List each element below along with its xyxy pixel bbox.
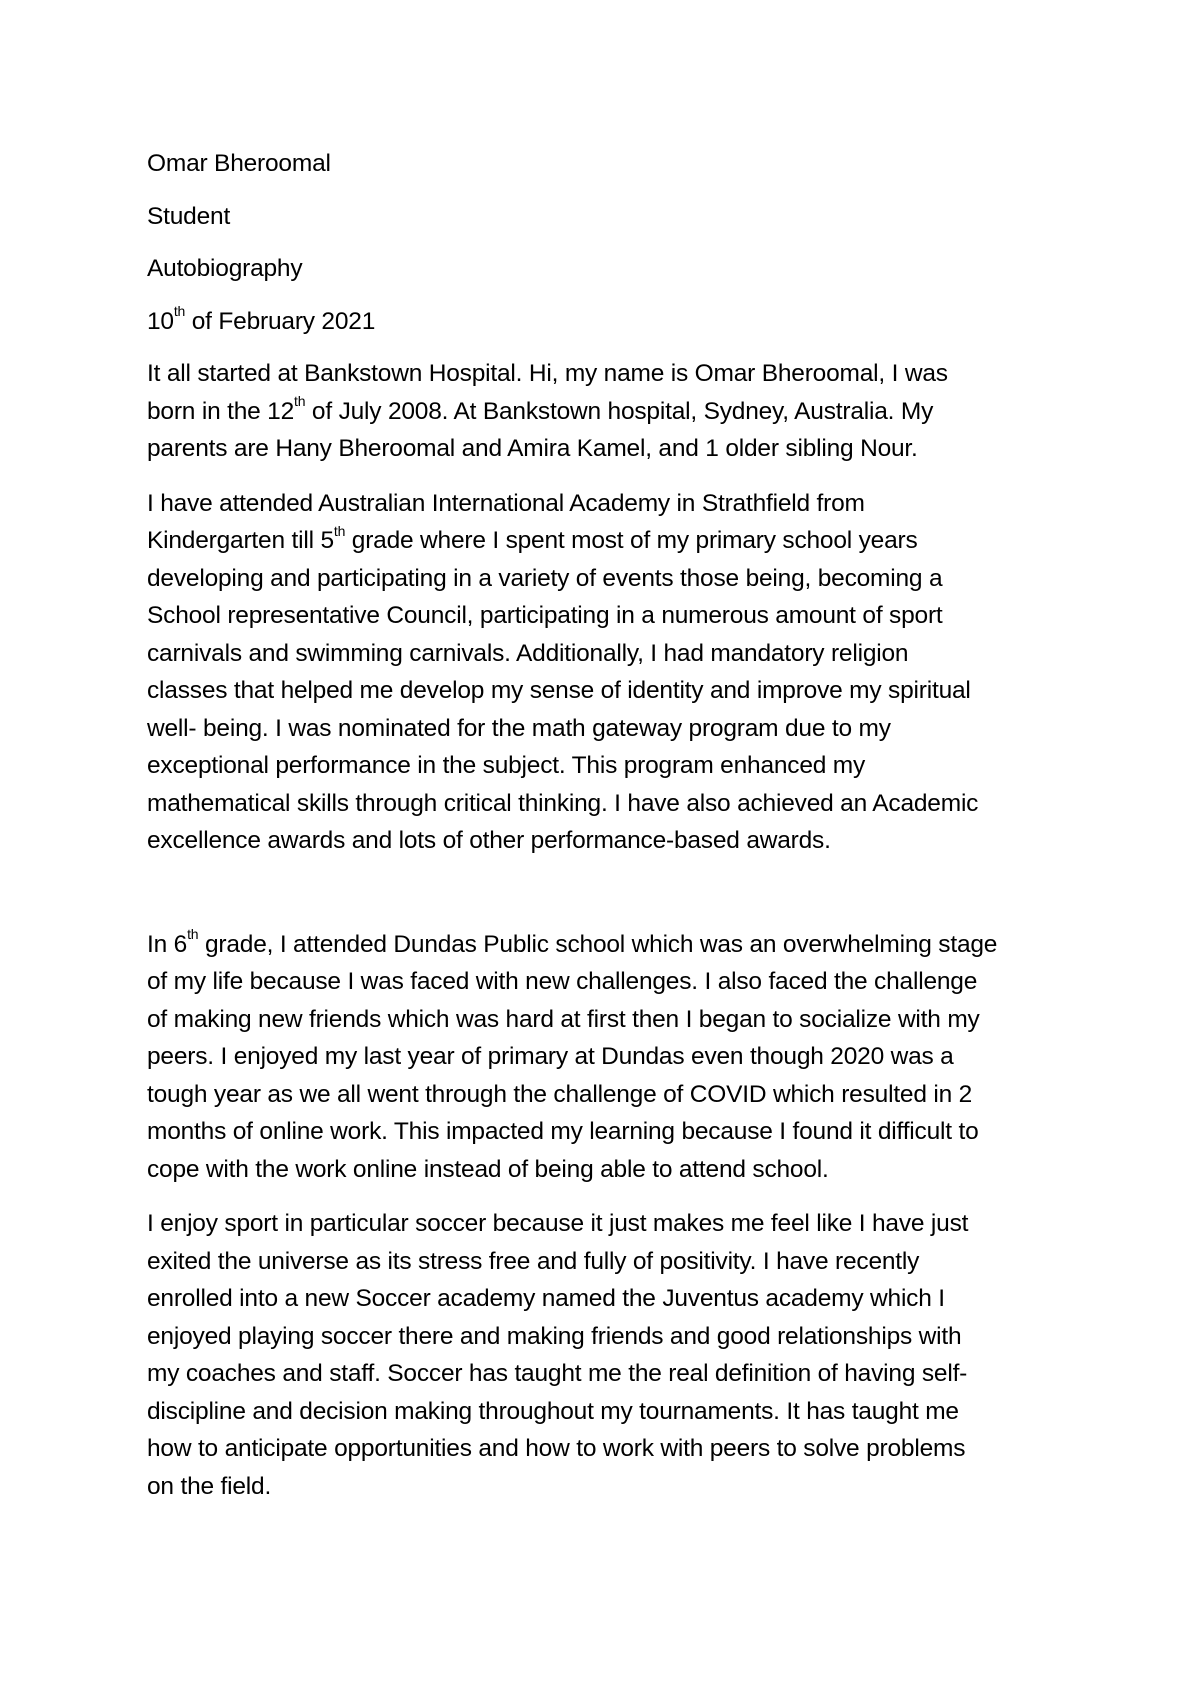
paragraph-line: carnivals and swimming carnivals. Additionally, I had mandatory religion: [147, 639, 909, 667]
paragraph-line: [147, 522, 1067, 560]
date-day: 10: [147, 307, 174, 335]
paragraph-soccer: [147, 1205, 1067, 1505]
paragraph-birth: [147, 355, 1067, 468]
paragraph-line: It all started at Bankstown Hospital. Hi, my name is Omar Bheroomal, I was: [147, 360, 948, 387]
line-segment: grade, I attended Dundas Public school which was an overwhelming stage: [198, 930, 998, 958]
paragraph-line: School representative Council, participating in a numerous amount of sport: [147, 602, 943, 629]
paragraph-line: cope with the work online instead of being able to attend school.: [147, 1155, 829, 1183]
paragraph-line: well- being. I was nominated for the math gateway program due to my: [147, 714, 891, 742]
paragraph-line: developing and participating in a variety of events those being, becoming a: [147, 564, 943, 592]
ordinal-suffix: th: [333, 522, 346, 539]
document-title: [147, 250, 1067, 288]
document-date: [147, 303, 1067, 341]
author-name: [147, 145, 1067, 183]
line-segment: of July 2008. At Bankstown hospital, Sydney, Australia. My: [305, 397, 934, 425]
paragraph-primary-school: [147, 485, 1067, 860]
paragraph-dundas: [147, 926, 1067, 1189]
paragraph-line: how to anticipate opportunities and how to work with peers to solve problems: [147, 1435, 966, 1462]
paragraph-line: excellence awards and lots of other performance-based awards.: [147, 827, 831, 854]
paragraph-line: peers. I enjoyed my last year of primary at Dundas even though 2020 was a: [147, 1043, 954, 1070]
paragraph-line: [147, 926, 1067, 964]
paragraph-line: months of online work. This impacted my learning because I found it difficult to: [147, 1118, 979, 1145]
paragraph-line: tough year as we all went through the challenge of COVID which resulted in 2: [147, 1080, 973, 1108]
author-name-text: Omar Bheroomal: [147, 150, 331, 177]
paragraph-line: classes that helped me develop my sense of identity and improve my spiritual: [147, 677, 971, 704]
line-segment: grade where I spent most of my primary school years: [345, 527, 918, 554]
paragraph-line: I have attended Australian International Academy in Strathfield from: [147, 489, 865, 517]
paragraph-line: parents are Hany Bheroomal and Amira Kamel, and 1 older sibling Nour.: [147, 435, 918, 462]
paragraph-line: of making new friends which was hard at first then I began to socialize with my: [147, 1005, 980, 1033]
paragraph-line: mathematical skills through critical thinking. I have also achieved an Academic: [147, 789, 979, 817]
paragraph-line: of my life because I was faced with new challenges. I also faced the challenge: [147, 968, 978, 995]
paragraph-line: on the field.: [147, 1472, 272, 1500]
paragraph-line: discipline and decision making throughout my tournaments. It has taught me: [147, 1397, 959, 1425]
ordinal-suffix: th: [294, 393, 306, 410]
line-segment: born in the 12: [147, 397, 295, 425]
author-role-text: Student: [147, 202, 231, 230]
date-suffix: th: [173, 303, 186, 320]
paragraph-line: enjoyed playing soccer there and making friends and good relationships with: [147, 1322, 962, 1350]
paragraph-line: exited the universe as its stress free and fully of positivity. I have recently: [147, 1247, 920, 1275]
paragraph-line: I enjoy sport in particular soccer because it just makes me feel like I have just: [147, 1210, 969, 1237]
paragraph-line: enrolled into a new Soccer academy named the Juventus academy which I: [147, 1285, 945, 1312]
paragraph-line: exceptional performance in the subject. This program enhanced my: [147, 752, 866, 779]
ordinal-suffix: th: [187, 926, 199, 943]
paragraph-line: my coaches and staff. Soccer has taught me the real definition of having self-: [147, 1360, 968, 1387]
paragraph-line: [147, 393, 1067, 431]
author-role: [147, 198, 1067, 236]
line-segment: Kindergarten till 5: [147, 527, 334, 554]
date-rest: of February 2021: [185, 307, 376, 335]
line-segment: In 6: [147, 930, 188, 958]
document-title-text: Autobiography: [147, 255, 303, 282]
document-body: [147, 145, 1067, 1522]
